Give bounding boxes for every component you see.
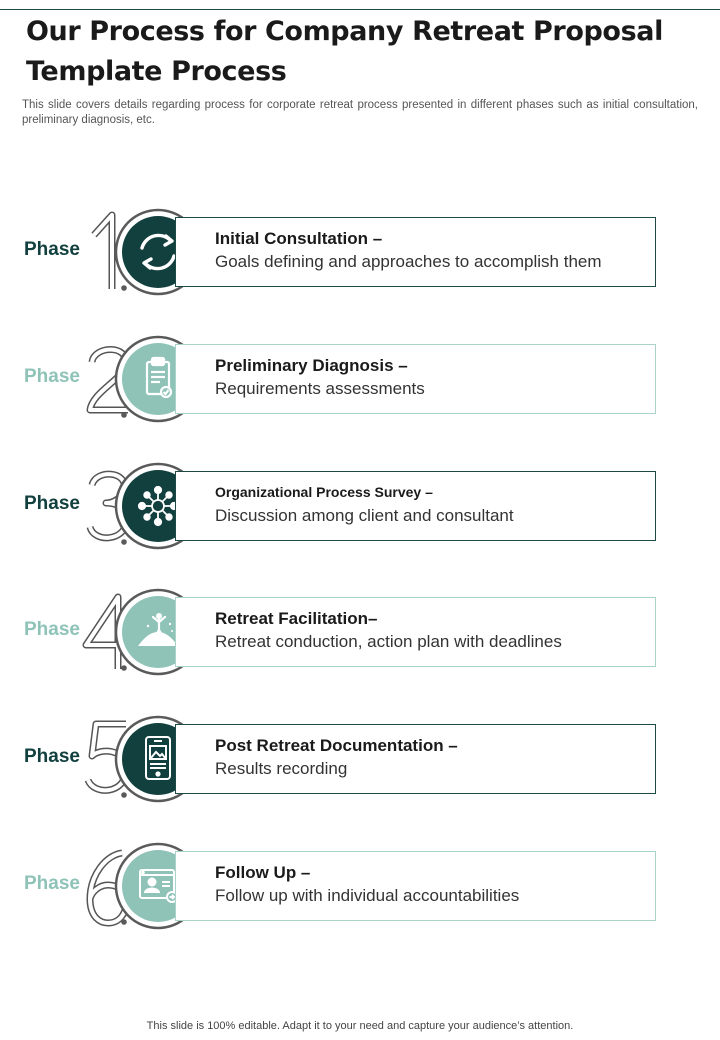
- phase-label: Phase: [24, 493, 80, 514]
- slide-subtitle: This slide covers details regarding process for corporate retreat process presented in different phases such as initial consultation, preliminary diagnosis, etc.: [22, 99, 698, 126]
- phase-name: Organizational Process Survey –: [215, 484, 433, 500]
- phase-label: Phase: [24, 366, 80, 387]
- phase-label: Phase: [24, 239, 80, 260]
- phase-number-text: 2: [108, 392, 109, 393]
- phase-number-text: 5: [108, 772, 109, 773]
- phase-name: Retreat Facilitation–: [215, 609, 378, 628]
- phase-name: Initial Consultation –: [215, 229, 383, 248]
- phase-description: Goals defining and approaches to accomplish them: [215, 252, 602, 271]
- phase-name: Preliminary Diagnosis –: [215, 356, 408, 375]
- phase-number-text: 4: [108, 645, 109, 646]
- phase-label: Phase: [24, 746, 80, 767]
- top-rule: [0, 9, 720, 10]
- phase-label: Phase: [24, 619, 80, 640]
- phase-description: Retreat conduction, action plan with deadlines: [215, 632, 562, 651]
- phase-number-text: 3: [108, 519, 109, 520]
- phase-step-2: [0, 332, 720, 428]
- phase-step-3: [0, 459, 720, 555]
- phase-number-text: 1: [112, 267, 113, 268]
- phase-name: Post Retreat Documentation –: [215, 736, 458, 755]
- phase-step-1: [0, 205, 720, 301]
- phase-step-5: [0, 712, 720, 808]
- slide-title: Our Process for Company Retreat Proposal Template Process: [26, 16, 663, 87]
- phase-description: Follow up with individual accountabilities: [215, 886, 520, 905]
- phase-number-text: 6: [108, 899, 109, 900]
- slide-footer: This slide is 100% editable. Adapt it to your need and capture your audience’s attention.: [146, 1020, 574, 1032]
- phase-description: Results recording: [215, 759, 348, 778]
- phase-name: Follow Up –: [215, 863, 311, 882]
- phase-label: Phase: [24, 873, 80, 894]
- phase-description: Requirements assessments: [215, 379, 425, 398]
- phase-step-4: [0, 585, 720, 681]
- phase-step-6: [0, 839, 720, 935]
- phase-description: Discussion among client and consultant: [215, 506, 514, 525]
